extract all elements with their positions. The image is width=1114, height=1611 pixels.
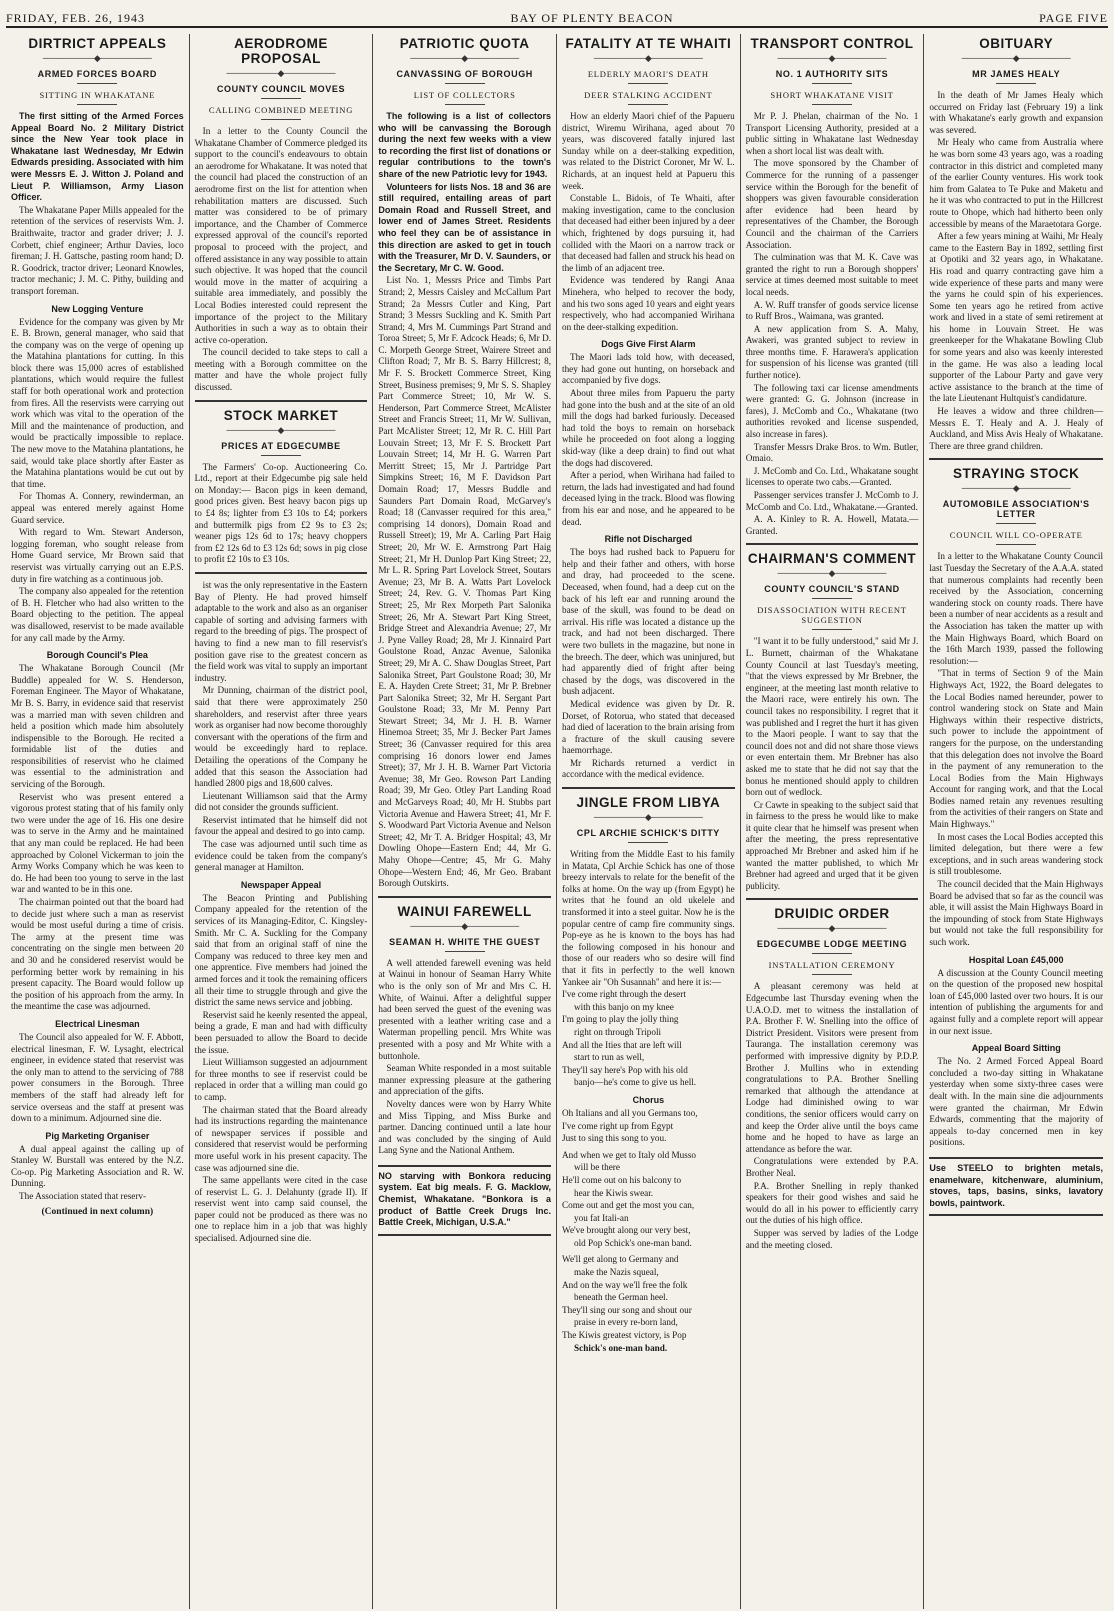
sidehead: Dogs Give First Alarm: [601, 339, 696, 350]
verse-line: Just to sing this song to you.: [562, 1133, 667, 1144]
verse-line: I've come right up from Egypt: [562, 1120, 674, 1131]
paragraph: In a letter to the Whakatane County Council last Tuesday the Secretary of the A.A.A. stated that numerous complaints had recently been received by the Association, concerning wandering stock on county roads. There have been a number of near accidents as a result and the Association has taken the matter up with the Main Highways Board, which Board on the 16th March 1939, passed the following resolution:—: [929, 551, 1104, 666]
continued-note: (Continued in next column): [41, 1206, 154, 1217]
short-rule: [445, 104, 485, 105]
stanza: [562, 1150, 735, 1250]
short-rule: [261, 98, 301, 99]
paragraph: The chairman stated that the Board already had its instructions regarding the maintenance of newspaper services if possible and considered that reservist would be performing more useful work in his present capacity. The case was adjourned sine die.: [194, 1104, 368, 1173]
paragraph: Reservist who was present entered a vigorous protest stating that of his family only two were under the age of 16. His one desire was to serve in the Army and he maintained that any man could be replaced. He had been approached by Colonel Vickerman to join the Army Works Company which he was keen to do. He had been too young to serve in the last war and wanted to be in this one.: [11, 791, 184, 895]
headline: PATRIOTIC QUOTA: [399, 36, 530, 51]
paragraph: A dual appeal against the calling up of Stanley W. Burstall was entered by the N.Z. Co-op. Pig Marketing Association and R. W. Dunning.: [11, 1143, 184, 1189]
short-rule: [812, 598, 852, 599]
columns: [6, 34, 1108, 1609]
page-number: PAGE FIVE: [1039, 11, 1108, 25]
story-separator: [746, 898, 919, 900]
short-rule: [261, 119, 301, 120]
paragraph: Lieutenant Williamson said that the Army did not consider the grounds sufficient.: [194, 790, 368, 813]
ad-text: Use STEELO to brighten metals, enamelware, kitchenware, aluminium, stoves, taps, basins, sinks, lavatory bowls, paintwork.: [929, 1162, 1104, 1208]
paragraph: The Farmers' Co-op. Auctioneering Co. Ltd., report at their Edgecumbe pig sale held on Monday:— Bacon pigs in keen demand, good prices given. Best heavy bacon pigs up to £4 8s; lighter from £3 10s to £4; porkers and buttermilk pigs from £2 9s to £3 2s; weaner pigs 12s 6d to 17s; heavy choppers from £2 12s 6d to £3 12s 6d; sows in pig close to profit £2 10s to £3 10s.: [194, 461, 368, 565]
paragraph: Evidence was tendered by Rangi Anaa Minehera, who helped to recover the body, and his two sons aged 10 years and eight years respectively, who had accompanied Wirihana on the deer-stalking expedition.: [562, 275, 735, 332]
sidehead: Borough Council's Plea: [46, 650, 148, 661]
paragraph: For Thomas A. Connery, rewinderman, an appeal was entered merely against Home Guard service.: [11, 491, 184, 525]
paragraph: A. A. Kinley to R. A. Howell, Matata.—Granted.: [745, 514, 919, 536]
column-aerodrome-proposal: [190, 34, 374, 1609]
paragraph: Cr Cawte in speaking to the subject said that in fairness to the press he would like to make it quite clear that he himself was present when after the meeting, the press representative approached Mr Brebner and asked him if he wanted the matter published, to which Mr Brebner had agreed and urged that it be given publicity.: [745, 799, 919, 891]
paragraph: Mr Richards returned a verdict in accordance with the medical evidence.: [562, 757, 735, 780]
short-rule: [445, 83, 485, 84]
advertisement-bonkora: [378, 1165, 551, 1236]
paragraph: After a period, when Wirihana had failed to return, the lads had investigated and had found deceased lying in the track. Blood was flowing from his ear and nose, and he appeared to be dead.: [562, 470, 735, 527]
headline: AERODROME PROPOSAL: [234, 36, 328, 66]
paragraph: The council decided that the Main Highways Board be advised that so far as the council was able, it will assist the Main Highways Board in the impounding of stock from State Highways but would not take the full responsibility for such work.: [929, 879, 1104, 947]
paragraph: Constable L. Bidois, of Te Whaiti, after making investigation, came to the conclusion that deceased had either been injured by a deer which, frightened by dogs pursuing it, had collided with the Maori on a narrow track or that deceased had fallen and struck his head on the limb of an adjacent tree.: [562, 193, 735, 273]
headline: OBITUARY: [979, 36, 1054, 51]
verse-line: Come out and get the most you can,: [562, 1200, 695, 1211]
subhead: CPL ARCHIE SCHICK'S DITTY: [576, 828, 720, 839]
paragraph: About three miles from Papueru the party had gone into the bush and at the site of an old mill the dogs had barked furiously. Deceased had told the boys to remain on horseback while he proceeded on foot along a logging skid-way (like a deep drain) to find out what the dogs had discovered.: [562, 388, 735, 468]
verse-line: Schick's one-man band.: [574, 1342, 668, 1353]
short-rule: [812, 974, 852, 975]
short-rule: [77, 104, 117, 105]
paragraph: Evidence for the company was given by Mr E. B. Brown, general manager, who said that the company was on the verge of opening up the Matahina plantations for cutting. In this block there was 15,000 acres of established plantations, which would require the fullest staff for both operational work and protection from fires. All the reservists were carrying out work which was vital to the operation of the Mill and the maintenance of production, and would be practically impossible to replace. The new move to the Matahina plantations, he said, would take place shortly after Easter as the Matahina plantations would be cut out by that time.: [11, 316, 184, 489]
sidehead: Rifle not Discharged: [604, 534, 693, 545]
ornament-rule: [746, 54, 919, 63]
story-separator: [746, 543, 919, 545]
paragraph: Passenger services transfer J. McComb to J. McComb and Co. Ltd., Whakatane.—Granted.: [745, 490, 919, 512]
paragraph: A. W. Ruff transfer of goods service license to Ruff Bros., Waimana, was granted.: [745, 299, 919, 322]
sidehead: New Logging Venture: [51, 303, 144, 314]
ornament-rule: [195, 426, 368, 435]
paragraph: The Whakatane Borough Council (Mr Buddle) appealed for W. S. Henderson, Foreman Engineer. The Mayor of Whakatane, Mr B. S. Barry, in evidence said that reservist was a married man with seven children and held a position which made him absolutely indispensible to the Borough. He recited a formidable list of the duties and responsibilities of reservist who he claimed was essential to the administration and servicing of the Borough.: [11, 663, 184, 790]
ad-text: NO starving with Bonkora reducing system. Eat big meals. F. G. Macklow, Chemist, Whakatane. "Bonkora is a product of Battle Creek Drugs Inc. Battle Creek, Michigan, U.S.A.": [378, 1170, 552, 1228]
paragraph: The chairman pointed out that the board had to decide just where such a man as reservist would be most useful during a time of crisis. The army at the present time was concentrating on the single men between 20 and 30 and he considered reservist would be performing better work by remaining in his present capacity. The Board would follow up the position of his approach from the army. In the meantime the case was adjourned.: [11, 897, 184, 1012]
lead-paragraph: The first sitting of the Armed Forces Appeal Board No. 2 Military District since the New Year took place in Whakatane last Wednesday, Mr Edwin Edwards presiding. Associated with him were Messrs E. J. Witton J. Poland and Lieut P. Williamson, Army Liason Officer.: [11, 111, 184, 203]
short-rule: [77, 83, 117, 84]
subhead: ELDERLY MAORI'S DEATH: [587, 69, 709, 79]
paragraph: After a few years mining at Waihi, Mr Healy came to the Eastern Bay in 1892, settling first at Opotiki and 32 years ago, in Whakatane. His road and quarry contracting gave him a wide experience of these parts and many were the yarns he could spin of his experiences. Some ten years ago he retired from active work and lived in a state of semi retirement at his home in Louvain Street. He was greenkeeper for the Whakatane Bowling Club for some years and also was keenly interested in the game. He was also a leading local supporter of the Labour Party and gave very active assistance to the branch at the time of the late Lieutenant Hultquist's candidature.: [929, 231, 1104, 404]
subhead: MR JAMES HEALY: [972, 69, 1061, 79]
headline: JINGLE FROM LIBYA: [576, 795, 721, 811]
verse-line: They'll say here's Pop with his old: [562, 1064, 688, 1075]
short-rule: [812, 629, 852, 630]
paragraph: The Whakatane Paper Mills appealed for the retention of the services of reservists Wm. J. Braithwaite, tractor and grader driver; J. J. Corbett, chief engineer; Arthur Davies, loco fireman; J. H. Gattsche, pasting room hand; D. R. Goodrick, tractor driver; Leonard Knowles, tractor mechanic; J. M. C. Pithy, building and transport foreman.: [11, 204, 184, 296]
sidehead: Pig Marketing Organiser: [45, 1130, 150, 1141]
verse-line: The Kiwis greatest victory, is Pop: [562, 1330, 687, 1341]
short-rule: [812, 953, 852, 954]
verse-line: old Pop Schick's one-man band.: [574, 1237, 692, 1248]
paragraph: Congratulations were extended by P.A. Brother Neal.: [745, 1156, 919, 1178]
paragraph: A well attended farewell evening was held at Wainui in honour of Seaman Harry White who is the only son of Mr and Mrs C. H. White, of Wainui. After a delightful supper had been served the guest of the evening was presented with a leather writing case and a Waterman propelling pencil. Mrs White was presented with a posy and Mr White with a buttonhole.: [378, 957, 552, 1061]
headline: FATALITY AT TE WHAITI: [565, 36, 732, 51]
subhead: COUNCIL WILL CO-OPERATE: [949, 530, 1083, 541]
story-separator: [195, 572, 368, 574]
paragraph: The boys had rushed back to Papueru for help and their father and others, with horse and dray, had proceeded to the scene. Deceased, when found, had a deep cut on the back of his left ear and running around the base of the skull, was found to be dead on arrival. His rifle was located a distance up the track, and had not been discharged. There were two bullets in the magazine, but none in the breech. The deer, which was uninjured, but had apparently died of fright after being chased by the dogs, was discovered in the bush adjacent.: [562, 547, 735, 697]
subhead: COUNTY COUNCIL'S STAND: [764, 584, 900, 595]
short-rule: [996, 523, 1036, 524]
paper-name: BAY OF PLENTY BEACON: [510, 11, 674, 25]
paragraph: The company also appealed for the retention of B. H. Fletcher who had also written to the Board objecting to the petition. The appeal was disallowed, reservist to be made available for any call made by the Army.: [11, 586, 184, 643]
verse-line: He'll come out on his balcony to: [562, 1174, 682, 1185]
verse-line: I've come right through the desert: [562, 989, 686, 1000]
chorus-label: Chorus: [632, 1094, 665, 1105]
stanza: [562, 1108, 735, 1145]
verse-line: beneath the German heel.: [574, 1292, 668, 1303]
column-transport-control: [741, 34, 925, 1609]
subhead: NO. 1 AUTHORITY SITS: [775, 69, 889, 79]
sidehead: Appeal Board Sitting: [971, 1043, 1061, 1054]
story-separator: [929, 458, 1103, 460]
verse-line: you fat Itali-an: [574, 1212, 629, 1223]
poem: [562, 989, 735, 1354]
paragraph: The case was adjourned until such time as evidence could be taken from the company's general manager at Hamilton.: [194, 839, 368, 873]
paragraph: In most cases the Local Bodies accepted this limited delegation, but there were a few exceptions, and in such areas wandering stock is still troublesome.: [929, 831, 1104, 877]
paragraph: Mr Healy who came from Australia where he was born some 43 years ago, was a roading contractor in this district and completed many of the earlier County ventures. His work took him from Galatea to Te Puke and Maketu and he it was who contracted to put in the Hillcrest route to Ohope, which had hitherto been only accessible by means of the Maraetotara Gorge.: [929, 137, 1104, 229]
verse-line: Oh Italians and all you Germans too,: [562, 1107, 698, 1118]
paragraph: The Association stated that reserv-: [19, 1191, 147, 1202]
stanza: [562, 1254, 735, 1354]
subhead: PRICES AT EDGECUMBE: [221, 440, 341, 451]
paragraph: "That in terms of Section 9 of the Main Highways Act, 1922, the Board delegates to the Local Bodies named hereunder, power to control wandering stock on State and Main Highways within their respective districts, such power to include the appointment of rangers for the purpose, on the understanding that this delegation does not involve the Board in the payment of any remuneration to the Local Bodies from the Main Highways Account for ranging work, and that the Local Bodies named retain any revenues resulting from the activities of their rangers on State and Main Highways.": [929, 668, 1104, 830]
paragraph: The same appellants were cited in the case of reservist L. G. J. Delahunty (grade II). If reservist went into camp said counsel, the paper could not be produced as there was no one to replace him in a job that was highly specialised. Adjourned sine die.: [194, 1175, 368, 1244]
advertisement-steelo: [929, 1157, 1103, 1216]
headline: STRAYING STOCK: [953, 466, 1080, 482]
paragraph: How an elderly Maori chief of the Papueru district, Wiremu Wirihana, aged about 70 years, was discovered fatally injured last Sunday while on a deer-stalking expedition, was related to the District Coroner, Mr W. L. Richards, at an inquest held at Papueru this week.: [562, 111, 735, 191]
paragraph: Supper was served by ladies of the Lodge and the meeting closed.: [745, 1227, 919, 1250]
subhead: DEER STALKING ACCIDENT: [584, 90, 713, 100]
column-fatality-te-whaiti: [557, 34, 741, 1609]
subhead: ARMED FORCES BOARD: [37, 69, 157, 79]
paragraph: With regard to Wm. Stewart Anderson, logging foreman, who sought release from Home Guard service, Mr Brown said that reservist was virtually carrying out an E.P.S. duty in fire watching as a continuous job.: [11, 527, 184, 584]
paragraph: A new application from S. A. Mahy, Awakeri, was granted subject to review in three months time. F. Harawera's application for suspension of his license was granted (till further notice).: [745, 323, 919, 381]
subhead: SHORT WHAKATANE VISIT: [770, 90, 894, 100]
paragraph: He leaves a widow and three children—Messrs E. T. Healy and A. J. Healy of Auckland, and Miss Avis Healy of Whakatane. There are three grand children.: [929, 406, 1104, 451]
ornament-rule: [562, 813, 735, 822]
column-patriotic-quota: [373, 34, 557, 1609]
paragraph: The No. 2 Armed Forced Appeal Board concluded a two-day sitting in Whakatane yesterday when some sixty-three cases were dealt with. In the main sine die adjournments were granted the chairman, Mr Edwin Edwards, commenting that the majority of appeals to-day concerned men in key positions.: [929, 1056, 1104, 1148]
column-obituary: [924, 34, 1108, 1609]
paragraph: The culmination was that M. K. Cave was granted the right to run a Borough shoppers' service at times deemed most suitable to meet local needs.: [745, 252, 919, 297]
paragraph: Reservist intimated that he himself did not favour the appeal and desired to go into camp.: [194, 814, 368, 837]
paragraph: In a letter to the County Council the Whakatane Chamber of Commerce pledged its support to the council's endeavours to obtain an aerodrome for Whakatane. It was noted that the council had placed the construction of an aerodrome first on the list for attention when rehabilitation matters are discussed. Such matter was considered to be of primary importance, and the Chamber of Commerce expressed approval of the council's reported proposal to proceed with the project, and offered assistance in any way possible to attain such objective. It was hoped that the council would move in the matter of acquiring a suitable area immediately, and possibly the Local Bodies interested could represent the importance of the project to the Military Authorities in such a way as to obtain their active co-operation.: [194, 126, 368, 345]
subhead: CALLING COMBINED MEETING: [208, 105, 354, 115]
headline: DIRTRICT APPEALS: [28, 36, 167, 51]
column-district-appeals: [6, 34, 190, 1609]
paragraph: The Council also appealed for W. F. Abbott, electrical linesman, F. W. Lysaght, electrical engineer, in evidence stated that reservist was the only man to attend to the servicing of 788 power consumers in the Borough. Three members of the staff had already left for service overseas and the staff at present was down to a minimum. Adjourned sine die.: [11, 1031, 184, 1124]
subhead: AUTOMOBILE ASSOCIATION'S LETTER: [942, 499, 1090, 520]
paragraph: The Beacon Printing and Publishing Company appealed for the retention of the services of its Managing-Editor, C. Kingsley-Smith. Mr C. A. Suckling for the Company said that from an original staff of nine the Company was reduced to three key men and one apprentice. Five members had joined the armed forces and it took the remaining officers all their time to struggle through and give the district the same news service and jobbing.: [194, 892, 368, 1008]
paragraph: In the death of Mr James Healy which occurred on Friday last (February 19) a link with Whakatane's early growth and expansion was severed.: [929, 90, 1104, 135]
paragraph: Reservist said he keenly resented the appeal, being a grade, E man and had with difficulty been persuaded to allow the Board to decide the issue.: [194, 1009, 368, 1055]
subhead: DISASSOCIATION WITH RECENT SUGGESTION: [757, 605, 907, 626]
sidehead: Newspaper Appeal: [240, 879, 322, 890]
paragraph: P.A. Brother Snelling in reply thanked speakers for their good wishes and said he would do all in his power to efficiently carry out the duties of his high office.: [745, 1180, 919, 1226]
paragraph: The move sponsored by the Chamber of Commerce for the running of a passenger service within the Borough for the benefit of shoppers was given favourable consideration after evidence had been heard by representatives of the Chamber, the Borough Council and the chairman of the Carriers Association.: [745, 158, 919, 250]
verse-line: right on through Tripoli: [574, 1026, 662, 1037]
paragraph: Medical evidence was given by Dr. R. Dorset, of Rotorua, who stated that deceased had died of laceration to the brain arising from a fracture of the skull causing severe haemorrhage.: [562, 698, 735, 756]
ornament-rule: [378, 922, 551, 931]
headline: TRANSPORT CONTROL: [750, 36, 914, 51]
sidehead: Electrical Linesman: [55, 1018, 140, 1029]
subhead: LIST OF COLLECTORS: [413, 90, 516, 100]
ornament-rule: [746, 569, 919, 578]
verse-line: start to run as well,: [574, 1052, 645, 1063]
lead-paragraph: Volunteers for lists Nos. 18 and 36 are still required, entailing areas of part Domain Road and Russell Street, and lower end of James Street. Residents who feel they can be of assistance in this direction are asked to get in touch with the Treasurer, Mr D. V. Saunders, or the Secretary, Mr C. W. Good.: [378, 181, 552, 273]
paragraph: The Maori lads told how, with deceased, they had gone out hunting, on horseback and accompanied by five dogs.: [562, 352, 735, 386]
paragraph: Transfer Messrs Drake Bros. to Wm. Butler, Omaio.: [745, 441, 919, 464]
paragraph: Writing from the Middle East to his family in Matata, Cpl Archie Schick has one of those breezy intervals to relate for the benefit of the folks at home. On the way up (from Egypt) he writes that he found an old ukelele and transformed it into a steel guitar. Now he is the popular centre of camp fire community sings. Pop-eye as he is known to the boys has had the following composed in his honour and those of our readers who so desire will find that it fits in perfectly to the well known Yankee air "Oh Susannah" and here it is:—: [562, 849, 735, 987]
verse-line: hear the Kiwis swear.: [574, 1187, 654, 1198]
stanza: [562, 989, 735, 1089]
verse-line: I'm going to play the jolly thing: [562, 1014, 679, 1025]
headline: DRUIDIC ORDER: [774, 906, 890, 922]
paragraph: Mr Dunning, chairman of the district pool, said that there were approximately 250 shareholders, and reservist after three years work as organiser had now become thoroughly conversant with the operations of the firm and would be exceedingly hard to replace. Detailing the operations of the Company he added that this season the Association had handled 2800 pigs and 18,600 calves.: [194, 685, 368, 789]
headline: WAINUI FAREWELL: [397, 903, 532, 919]
paragraph: A discussion at the County Council meeting on the question of the proposed new hospital loan of £45,000 lasted over two hours. It is our intention of publishing the arguments for and against fully and a complete report will appear in our next issue.: [929, 967, 1104, 1036]
ornament-rule: [11, 54, 184, 63]
headline: CHAIRMAN'S COMMENT: [747, 551, 917, 567]
short-rule: [628, 83, 668, 84]
paragraph: Mr P. J. Phelan, chairman of the No. 1 Transport Licensing Authority, presided at a public sitting in Whakatane last Wednesday when a short local list was dealt with.: [745, 111, 919, 156]
issue-date: FRIDAY, FEB. 26, 1943: [6, 11, 146, 25]
ornament-rule: [929, 484, 1103, 493]
short-rule: [445, 951, 485, 952]
headline: STOCK MARKET: [223, 407, 339, 423]
subhead: INSTALLATION CEREMONY: [768, 960, 896, 971]
ornament-rule: [562, 54, 735, 63]
verse-line: will be there: [574, 1162, 620, 1173]
verse-line: We've brought along our very best,: [562, 1225, 691, 1236]
verse-line: make the Nazis squeal,: [574, 1267, 659, 1278]
paragraph: "I want it to be fully understood," said Mr J. L. Burnett, chairman of the Whakatane County Council at last Tuesday's meeting, "that the views expressed by Mr Brebner, the engineer, at the meeting last month relative to the Maori race, were entirely his own. The council takes no responsibility. I regret that it was published and I regret the hurt it has given to the Maori people. I want to say that the council does not and did not share those views or even entertain them. Mr Brebner has also asked me to state that he did not say that the bonus he mentioned should apply to children born out of wedlock.: [745, 636, 919, 798]
paragraph: Seaman White responded in a most suitable manner expressing pleasure at the gathering and appreciation of the gifts.: [378, 1063, 552, 1097]
story-separator: [195, 400, 368, 402]
short-rule: [261, 455, 301, 456]
short-rule: [628, 104, 668, 105]
verse-line: banjo—he's come to give us hell.: [574, 1077, 697, 1088]
subhead: EDGECUMBE LODGE MEETING: [756, 939, 908, 950]
subhead: COUNTY COUNCIL MOVES: [216, 84, 346, 94]
short-rule: [812, 104, 852, 105]
subhead: CANVASSING OF BOROUGH: [396, 69, 533, 79]
ornament-rule: [929, 54, 1103, 63]
paragraph: The council decided to take steps to call a meeting with a Borough committee on the matter and have the whole project fully discussed.: [194, 347, 368, 393]
masthead: [6, 4, 1108, 28]
paragraph: List No. 1, Messrs Price and Timbs Part Strand; 2, Messrs Caisley and McCallum Part Strand; 2a Messrs Cutler and King, Part Strand; 3 Messrs Suckling and K. Smith Part Strand; 4, Mrs M. Cummings Part Strand and Toroa Street; 5, Mr F. Adcock Heads; 6, Mr D. C. Morpeth George Street, Wairere Street and Clifton Road; 7, Mr B. S. Barry Hillcrest; 8, Mr F. S. Brockett Commerce Street, King Street, Business premises; 9, Mr S. S. Shapley Part Commerce Street; 10, Mr W. S. Henderson, Part Commerce Street, McAlister Street and Francis Street; 11, Mr W. Sullivan, Part McAlister Street; 12, Mr R. C. Hill Part Louvain Street; 13, Mr F. S. Brockett Part Louvain Street; 14, Mr H. G. Warren Part Merritt Street; 15, Mr J. Partridge Part Simpkins Street; 16, M F. Davidson Part Domain Road; 17, Messrs Buddle and Saunders Part Domain Road, McGarvey's Road; 18 (Canvasser required for this area," comprising 14 donors), Domain Road and Russell Street); 19, Mr A. Carling Part Haig Street; 20, Mr W. E. Armstrong Part Haig Street; 21, Mr H. Dunlop Part King Street; 22, Mr L. R. Spring Part Lovelock Street, Soutars Avenue; 23, Mr B. A. Watts Part Lovelock Street; 24, Rev. G. V. Thomas Part King Street; 25, Mr Rex Morpeth Part Salonika Street; 26, Mr A. Stewart Part King Street, Bridge Street and Alexandria Avenue; 27, Mr J. Pyne Valley Road; 28, Mr J. Kinnaird Part Goulstone Road, Anzac Avenue, Salonika Street; 29, Mr A. C. Shaw Douglas Street, Part Salonika Street, Part Goulstone Road; 30, Mr E. A. Hayden Crete Street; 31, Mr P. Brebner Part Salonika Street; 32, Mr H. Sergant Part Goulstone Road; 33, Mr M. Penny Part Stewart Street; 34, Mr J. H. B. Warner Hinemoa Street; 35, Mr J. Becker Part James Street; 36 (Canvasser required for this area comprising 16 donors lower end James Street); 37, Mr J. H. B. Warner Part Victoria Avenue; 38, Mr Geo. Rowson Part Landing Road; 39, Mr Geo. Otley Part Landing Road and McGarveys Road; 40, Mr H. Stubbs part Victoria Avenue and Hawera Street; 41, Mr F. S. Woodward Part Victoria Avenue and Nelson Street; 42, Mr T. A. Bridger Hospital; 43, Mr Dowling Ohope—Eastern End; 44, Mr G. Mahy Ohope—Centre; 45, Mr G. Mahy Ohope—Western End; 46, Mr Geo. Brabant Borough Outskirts.: [378, 275, 552, 889]
short-rule: [996, 83, 1036, 84]
paragraph: J. McComb and Co. Ltd., Whakatane sought licenses to operate two cabs.—Granted.: [745, 465, 919, 488]
short-rule: [628, 842, 668, 843]
paragraph: ist was the only representative in the Eastern Bay of Plenty. He had proved himself adaptable to the work and also as an organiser capable of sorting and advising farmers with regard to the breeding of pigs. The prospect of having to find a new man to fill reservist's position gave rise to the greatest concern as the field work was vital to supply an important industry.: [194, 580, 368, 683]
story-separator: [562, 787, 735, 789]
verse-line: praise in every re-born land,: [574, 1317, 678, 1328]
ornament-rule: [746, 924, 919, 933]
paragraph: The following taxi car license amendments were granted: G. G. Johnson (increase in fares), J. McComb and Co., Whakatane (two authorities revoked and license suspended, also increase in fares).: [745, 382, 919, 440]
subhead: SEAMAN H. WHITE THE GUEST: [389, 936, 541, 947]
verse-line: with this banjo on my knee: [574, 1001, 674, 1012]
sidehead: Hospital Loan £45,000: [968, 954, 1064, 965]
verse-line: We'll get along to Germany and: [562, 1254, 679, 1265]
lead-paragraph: The following is a list of collectors who will be canvassing the Borough during the next few weeks with a view to recording the first list of donations or regular contributions to the town's share of the new Patriotic levy for 1943.: [378, 111, 552, 179]
short-rule: [812, 83, 852, 84]
paragraph: A pleasant ceremony was held at Edgecumbe last Thursday evening when the U.A.O.D. met to witness the installation of P.A. Brother F. W. Snelling into the office of District President. Visitors were present from Tauranga. The installation ceremony was performed with impressive dignity by P.D.P. Brother J. Mullins who in extending congratulations to P.A. Brother Snelling remarked that although the attendance at Lodge had diminished owing to war conditions, the senior officers would carry on and keep the Order alive until the boys came home and he hoped to have as large an attendance as before the war.: [745, 981, 919, 1154]
ornament-rule: [378, 54, 551, 63]
paragraph: Lieut Williamson suggested an adjournment for three months to see if reservist could be replaced in order that a willing man could go to camp.: [194, 1057, 368, 1102]
verse-line: And when we get to Italy old Musso: [562, 1149, 696, 1160]
subhead: SITTING IN WHAKATANE: [39, 90, 156, 100]
short-rule: [996, 544, 1036, 545]
paragraph: Novelty dances were won by Harry White and Miss Tipping, and Miss Burke and partner. Dancing continued until a late hour and was concluded by the singing of Auld Lang Syne and the National Anthem.: [378, 1098, 552, 1156]
verse-line: They'll sing our song and shout our: [562, 1304, 692, 1315]
story-separator: [378, 896, 551, 898]
verse-line: And all the Ities that are left will: [562, 1039, 682, 1050]
verse-line: And on the way we'll free the folk: [562, 1279, 688, 1290]
ornament-rule: [195, 69, 368, 78]
